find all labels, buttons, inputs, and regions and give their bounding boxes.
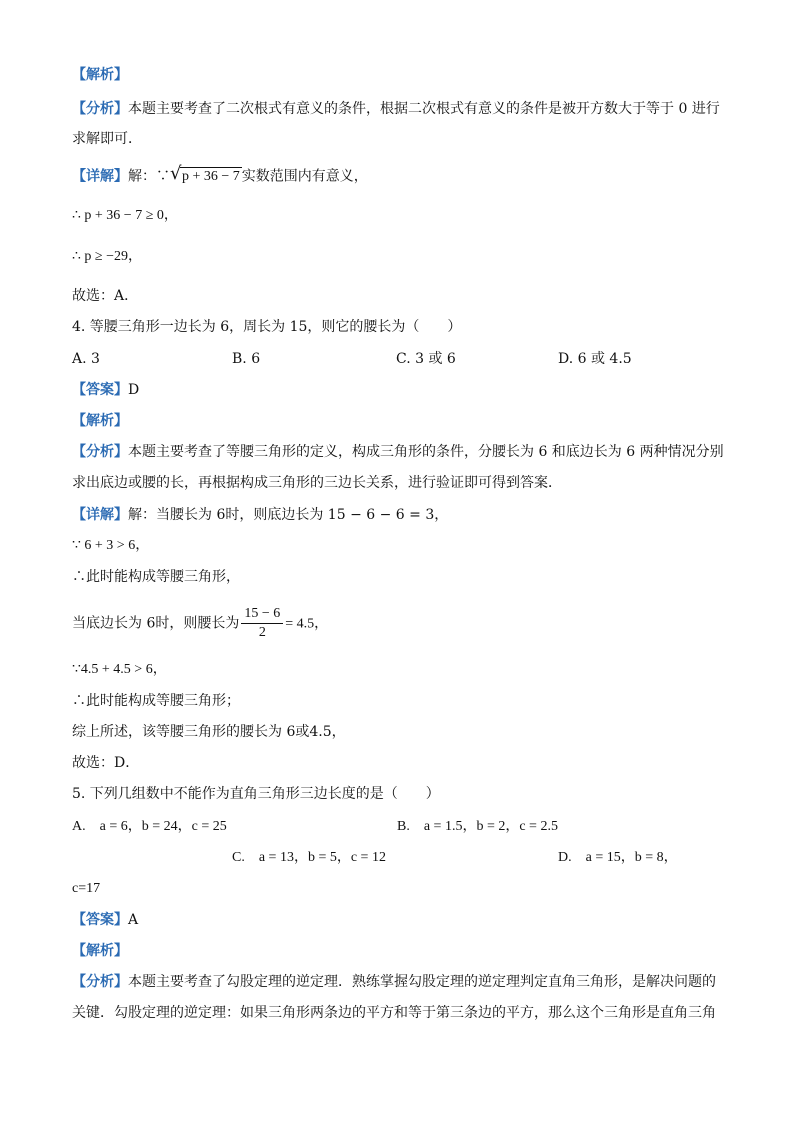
analysis-heading: 【解析】 (72, 67, 128, 83)
q4-summary: 综上所述，该等腰三角形的腰长为 6或4.5， (72, 724, 346, 740)
q5-analysis-paragraph: 【分析】本题主要考查了勾股定理的逆定理．熟练掌握勾股定理的逆定理判定直角三角形，是解决问题的 (72, 974, 716, 990)
q4-analysis-heading: 【解析】 (72, 413, 128, 429)
q5-option-d-cont: c=17 (72, 881, 101, 896)
sqrt-expression: √ p + 36 − 7 (170, 163, 240, 184)
q4-conclusion: ∴此时能构成等腰三角形； (72, 693, 240, 709)
analysis-paragraph-cont: 求解即可． (72, 131, 142, 147)
answer-line: 故选：A． (72, 288, 139, 304)
q4-option-b: B. 6 (232, 351, 261, 367)
q5-option-d: D. a = 15，b = 8， (558, 850, 678, 865)
q4-conclusion: ∴此时能构成等腰三角形， (72, 569, 240, 585)
q4-option-d: D. 6 或 4.5 (558, 351, 632, 367)
q4-final-answer: 故选：D． (72, 755, 140, 771)
q5-option-b: B. a = 1.5，b = 2，c = 2.5 (397, 819, 558, 834)
q4-check: ∵4.5 + 4.5 > 6， (72, 662, 167, 677)
derivation-step: ∴ p ≥ −29， (72, 249, 142, 264)
q4-check: ∵ 6 + 3 > 6， (72, 538, 150, 553)
q5-answer: 【答案】A (72, 912, 139, 928)
q5-analysis-paragraph-cont: 关键．勾股定理的逆定理：如果三角形两条边的平方和等于第三条边的平方，那么这个三角形是直角三角 (72, 1005, 716, 1021)
q4-option-a: A. 3 (72, 351, 100, 367)
derivation-step: ∴ p + 36 − 7 ≥ 0， (72, 208, 178, 223)
question-5-stem: 5. 下列几组数中不能作为直角三角形三边长度的是（ ） (72, 786, 440, 802)
q4-analysis-paragraph: 【分析】本题主要考查了等腰三角形的定义，构成三角形的条件，分腰长为 6 和底边长为 6 两种情况分别 (72, 444, 724, 460)
q4-detail-line: 【详解】解：当腰长为 6时，则底边长为 15 − 6 − 6 = 3， (72, 507, 449, 523)
q4-option-c: C. 3 或 6 (396, 351, 456, 367)
q4-analysis-paragraph-cont: 求出底边或腰的长，再根据构成三角形的三边长关系，进行验证即可得到答案． (72, 475, 562, 491)
q5-option-c: C. a = 13，b = 5，c = 12 (232, 850, 386, 865)
q5-analysis-heading: 【解析】 (72, 943, 128, 959)
question-4-stem: 4. 等腰三角形一边长为 6，周长为 15，则它的腰长为（ ） (72, 319, 462, 335)
analysis-paragraph: 【分析】本题主要考查了二次根式有意义的条件，根据二次根式有意义的条件是被开方数大于等于 0 进行 (72, 101, 720, 117)
q4-case2: 当底边长为 6时，则腰长为 $\frac{15 - 6}{2}$ = 4.5， (72, 606, 329, 640)
q4-answer: 【答案】D (72, 382, 140, 398)
detail-line: 【详解】解：∵ √ p + 36 − 7 实数范围内有意义， (72, 163, 368, 185)
fraction: $\frac{15 - 6}{2}$ (241, 605, 283, 642)
q5-option-a: A. a = 6，b = 24，c = 25 (72, 819, 227, 834)
